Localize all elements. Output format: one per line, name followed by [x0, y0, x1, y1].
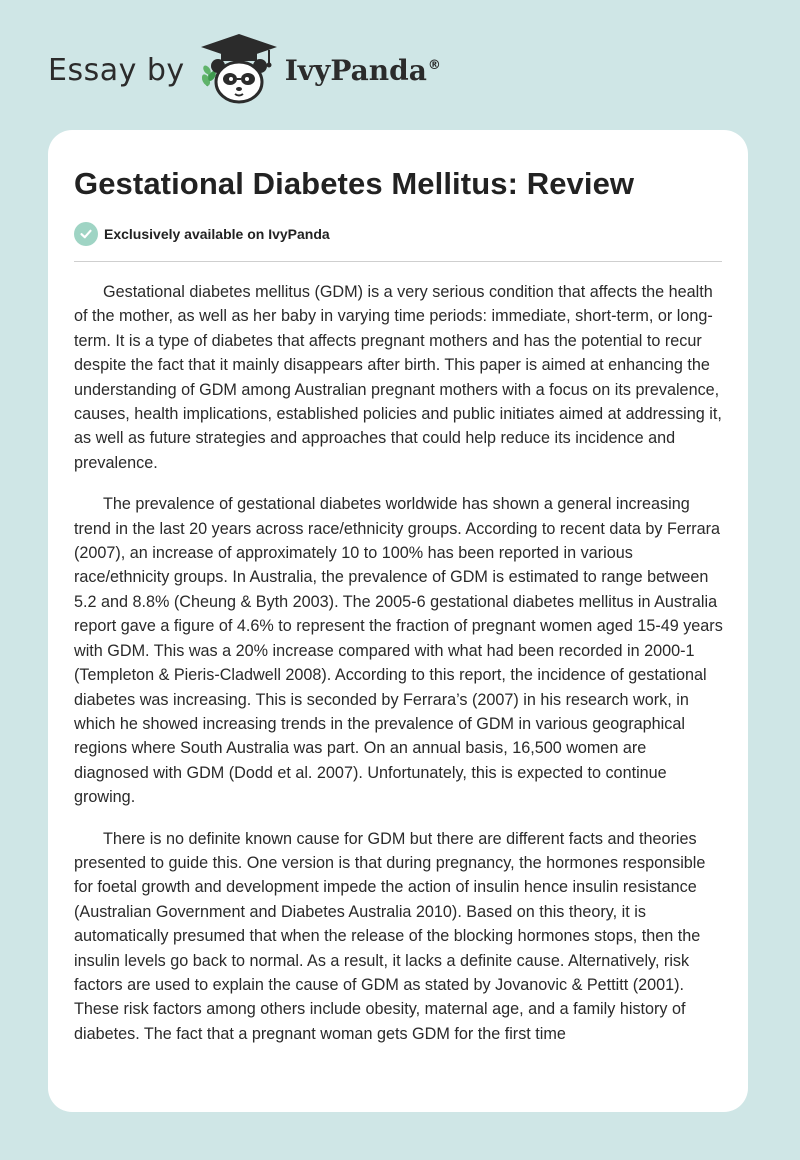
exclusive-label: Exclusively available on IvyPanda	[104, 226, 330, 242]
paragraph: There is no definite known cause for GDM but there are different facts and theories presented to guide this. One version is that during pregnancy, the hormones responsible for foetal growth and development impede the action of insulin hence insulin resistance (Australian Government and Diabetes Australia 2010). Based on this theory, it is automatically presumed that when the release of the blocking hormones stops, then the insulin levels go back to normal. As a result, it lacks a definite cause. Alternatively, risk factors are used to explain the cause of GDM as stated by Jovanovic & Pettitt (2001). These risk factors among others include obesity, maternal age, and a family history of diabetes. The fact that a pregnant woman gets GDM for the first time	[74, 829, 706, 1043]
paragraph: The prevalence of gestational diabetes worldwide has shown a general increasing trend in the last 20 years across race/ethnicity groups. According to recent data by Ferrara (2007), an increase of approximately 10 to 100% has been reported in various race/ethnicity groups. In Australia, the prevalence of GDM is estimated to range between 5.2 and 8.8% (Cheung & Byth 2003). The 2005-6 gestational diabetes mellitus in Australia report gave a figure of 4.6% to represent the fraction of pregnant women aged 15-49 years with GDM. This was a 20% increase compared with what had been recorded in 2000-1 (Templeton & Pieris-Cladwell 2008). According to this report, the incidence of gestational diabetes was increasing. This is seconded by Ferrara’s (2007) in his research work, in which he showed increasing trends in the prevalence of GDM in various geographical regions where South Australia was part. On an annual basis, 16,500 women are diagnosed with GDM (Dodd et al. 2007). Unfortunately, this is expected to continue growing.	[74, 495, 723, 807]
brand-name: IvyPanda®	[284, 53, 441, 87]
essay-body	[74, 280, 724, 1063]
title-divider	[74, 261, 722, 262]
brand-prefix: Essay by	[48, 52, 185, 88]
exclusive-badge	[74, 222, 330, 246]
page-title: Gestational Diabetes Mellitus: Review	[74, 166, 635, 201]
check-badge	[74, 222, 98, 246]
paragraph: Gestational diabetes mellitus (GDM) is a very serious condition that affects the health of the mother, as well as her baby in varying time periods: immediate, short-term, or long-term. It is a type of diabetes that affects pregnant mothers and has the potential to recur despite the fact that it mainly disappears after birth. This paper is aimed at enhancing the understanding of GDM among Australian pregnant mothers with a focus on its prevalence, causes, health implications, established policies and public initiates aimed at addressing it, as well as future strategies and approaches that could help reduce its incidence and prevalence.	[74, 283, 722, 472]
panda-graduate-icon	[197, 30, 281, 110]
registered-mark: ®	[427, 58, 441, 74]
site-header	[48, 30, 441, 110]
check-icon	[79, 227, 93, 241]
essay-card	[48, 130, 748, 1112]
